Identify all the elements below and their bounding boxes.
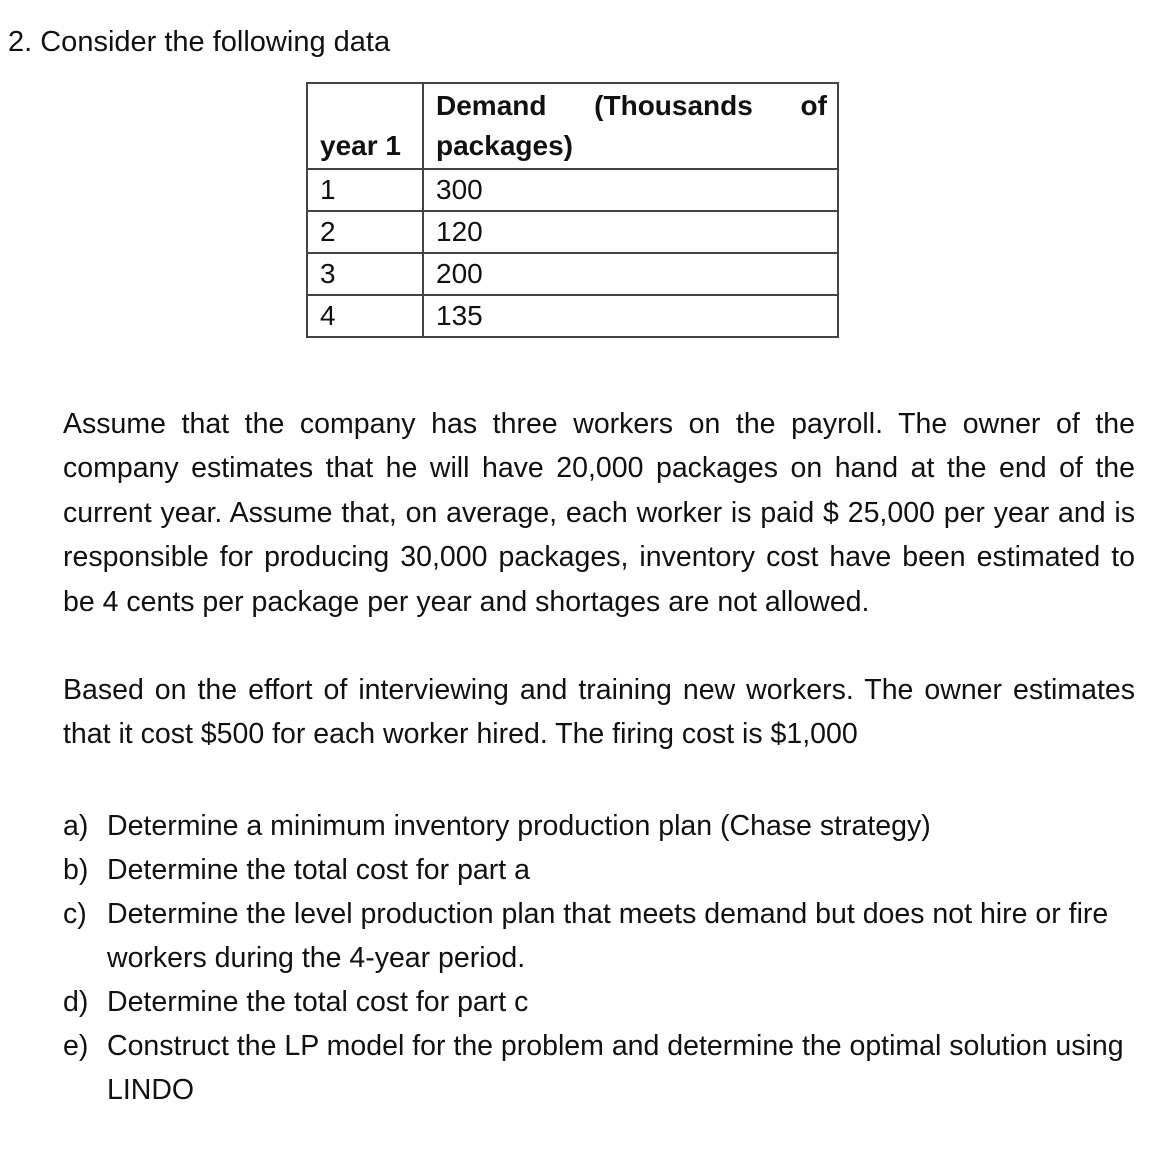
- year-cell: 2: [307, 211, 423, 253]
- list-item: [63, 892, 1135, 980]
- item-text: Determine the level production plan that meets demand but does not hire or fire workers during the 4-year period.: [107, 898, 1109, 974]
- year-cell: 1: [307, 169, 423, 211]
- hiring-cost-paragraph: Based on the effort of interviewing and training new workers. The owner estimates that it cost $500 for each worker hired. The firing cost is $1,000: [63, 674, 1135, 751]
- item-text: Determine the total cost for part a: [107, 854, 530, 886]
- demand-header-word: (Thousands: [594, 90, 753, 121]
- item-label: c): [63, 898, 87, 930]
- demand-cell: 300: [423, 169, 838, 211]
- year-cell: 3: [307, 253, 423, 295]
- table-header-row: [307, 83, 838, 169]
- item-label: a): [63, 810, 89, 842]
- demand-header-line2: packages): [436, 130, 573, 161]
- year-cell: 4: [307, 295, 423, 337]
- item-label: e): [63, 1030, 89, 1062]
- demand-header-word: Demand: [436, 90, 547, 121]
- item-label: d): [63, 986, 89, 1018]
- demand-table: [306, 82, 839, 338]
- demand-cell: 120: [423, 211, 838, 253]
- table-row: [307, 211, 838, 253]
- item-text: Construct the LP model for the problem and determine the optimal solution using LINDO: [107, 1030, 1124, 1106]
- question-heading: 2. Consider the following data: [8, 26, 391, 58]
- list-item: [63, 1024, 1135, 1112]
- demand-cell: 135: [423, 295, 838, 337]
- list-item: [63, 848, 1135, 892]
- demand-header-word: of: [800, 90, 827, 121]
- list-item: [63, 980, 1135, 1024]
- year-column-header: year 1: [307, 83, 423, 169]
- table-row: [307, 169, 838, 211]
- table-row: [307, 295, 838, 337]
- demand-column-header: [423, 83, 838, 169]
- list-item: [63, 804, 1135, 848]
- item-text: Determine a minimum inventory production plan (Chase strategy): [107, 810, 931, 842]
- assumptions-paragraph: Assume that the company has three workers on the payroll. The owner of the company estimates that he will have 20,000 packages on hand at the end of the current year. Assume that, on average, each worker is paid $ 25,000 per year and is responsible for producing 30,000 packages, inventory cost have been estimated to be 4 cents per package per year and shortages are not allowed.: [63, 408, 1135, 618]
- question-list: [63, 804, 1135, 1112]
- item-label: b): [63, 854, 89, 886]
- item-text: Determine the total cost for part c: [107, 986, 529, 1018]
- demand-cell: 200: [423, 253, 838, 295]
- table-row: [307, 253, 838, 295]
